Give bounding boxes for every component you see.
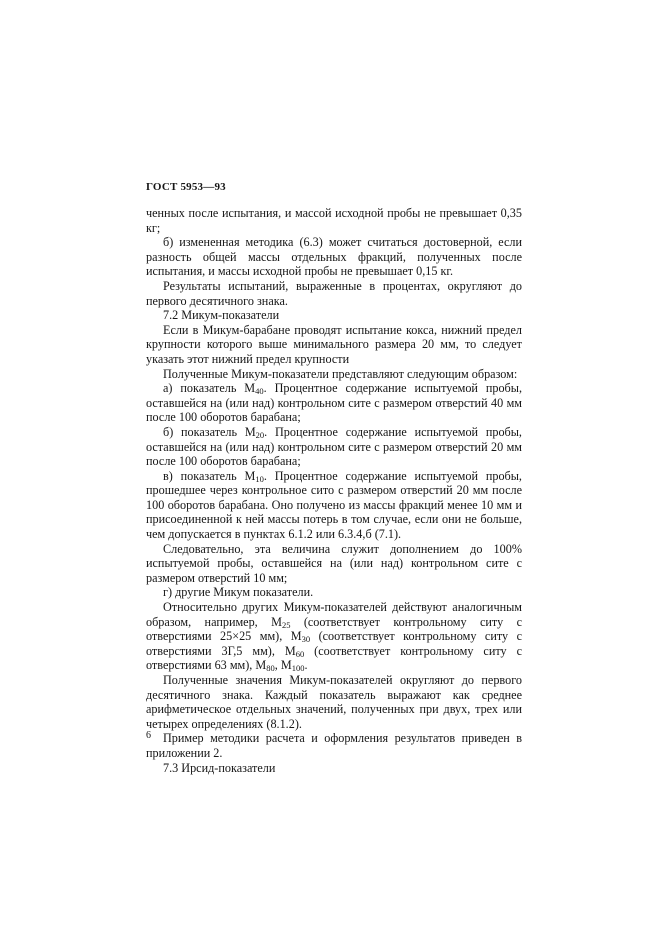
section-heading-7-2: 7.2 Микум-показатели [163,308,280,323]
paragraph-micum-drum: Если в Микум-барабане проводят испытание кокса, нижний предел крупности которого выше минимального размера 20 мм, то следует указать этот нижний предел крупности [146,322,522,366]
section-heading-7-3: 7.3 Ирсид-показатели [163,760,276,775]
paragraph-other-indices: Относительно других Микум-показателей действуют аналогичным образом, например, $М_{25}$ (соответствует контрольному ситу с отверстиями 25×25 мм), $М_{30}$ (соответствует контрольному ситу с отверстиями 3Г,5 мм), $М_{60}$ (соответствует контрольному ситу с отверстиями 63 мм), $М_{80}$, $М_{100}$. [146,600,522,674]
list-item-m40: а) показатель $М_{40}$. Процентное содержание испытуемой пробы, оставшейся на (или над) контрольном сите с размером отверстий 40 мм после 100 оборотов барабана; [146,381,522,425]
list-item-m20: б) показатель $М_{20}$. Процентное содержание испытуемой пробы, оставшейся на (или над) контрольном сите с размером отверстий 20 мм после 100 оборотов барабана; [146,424,522,469]
paragraph-micum-intro: Полученные Микум-показатели представляют следующим образом: [163,366,518,381]
list-item-m10: в) показатель $М_{10}$. Процентное содержание испытуемой пробы, прошедшее через контрольное сито с размером отверстий 20 мм после 100 оборотов барабана. Оно получено из массы фракций менее 10 мм и присоединенной к ней массы потерь в том случае, если они не больше, чем допускается в пунктах 6.1.2 или 6.3.4,б (7.1). [146,468,522,542]
list-item-other: г) другие Микум показатели. [163,585,314,600]
paragraph-consequently: Следовательно, эта величина служит дополнением до 100% испытуемой пробы, оставшейся на (или над) контрольном сите с размером отверстий 10 мм; [146,541,522,585]
paragraph-results: Результаты испытаний, выраженные в процентах, округляют до первого десятичного знака. [146,278,522,308]
main-text [146,206,522,775]
paragraph-modified-method: б) измененная методика (6.3) может считаться достоверной, если разность общей массы отдельных фракций, полученных после испытания, и массы исходной пробы не превышает 0,15 кг. [146,235,522,279]
paragraph-rounding: Полученные значения Микум-показателей округляют до первого десятичного знака. Каждый показатель выражают как среднее арифметическое отдельных значений, полученных при двух, трех или четырех определениях (8.1.2). [146,673,522,731]
page-number: 6 [146,730,151,741]
document-code: ГОСТ 5953—93 [146,181,226,193]
paragraph-continued: ченных после испытания, и массой исходной пробы не превышает 0,35 кг; [146,206,522,235]
paragraph-example: Пример методики расчета и оформления результатов приведен в приложении 2. [146,731,522,760]
